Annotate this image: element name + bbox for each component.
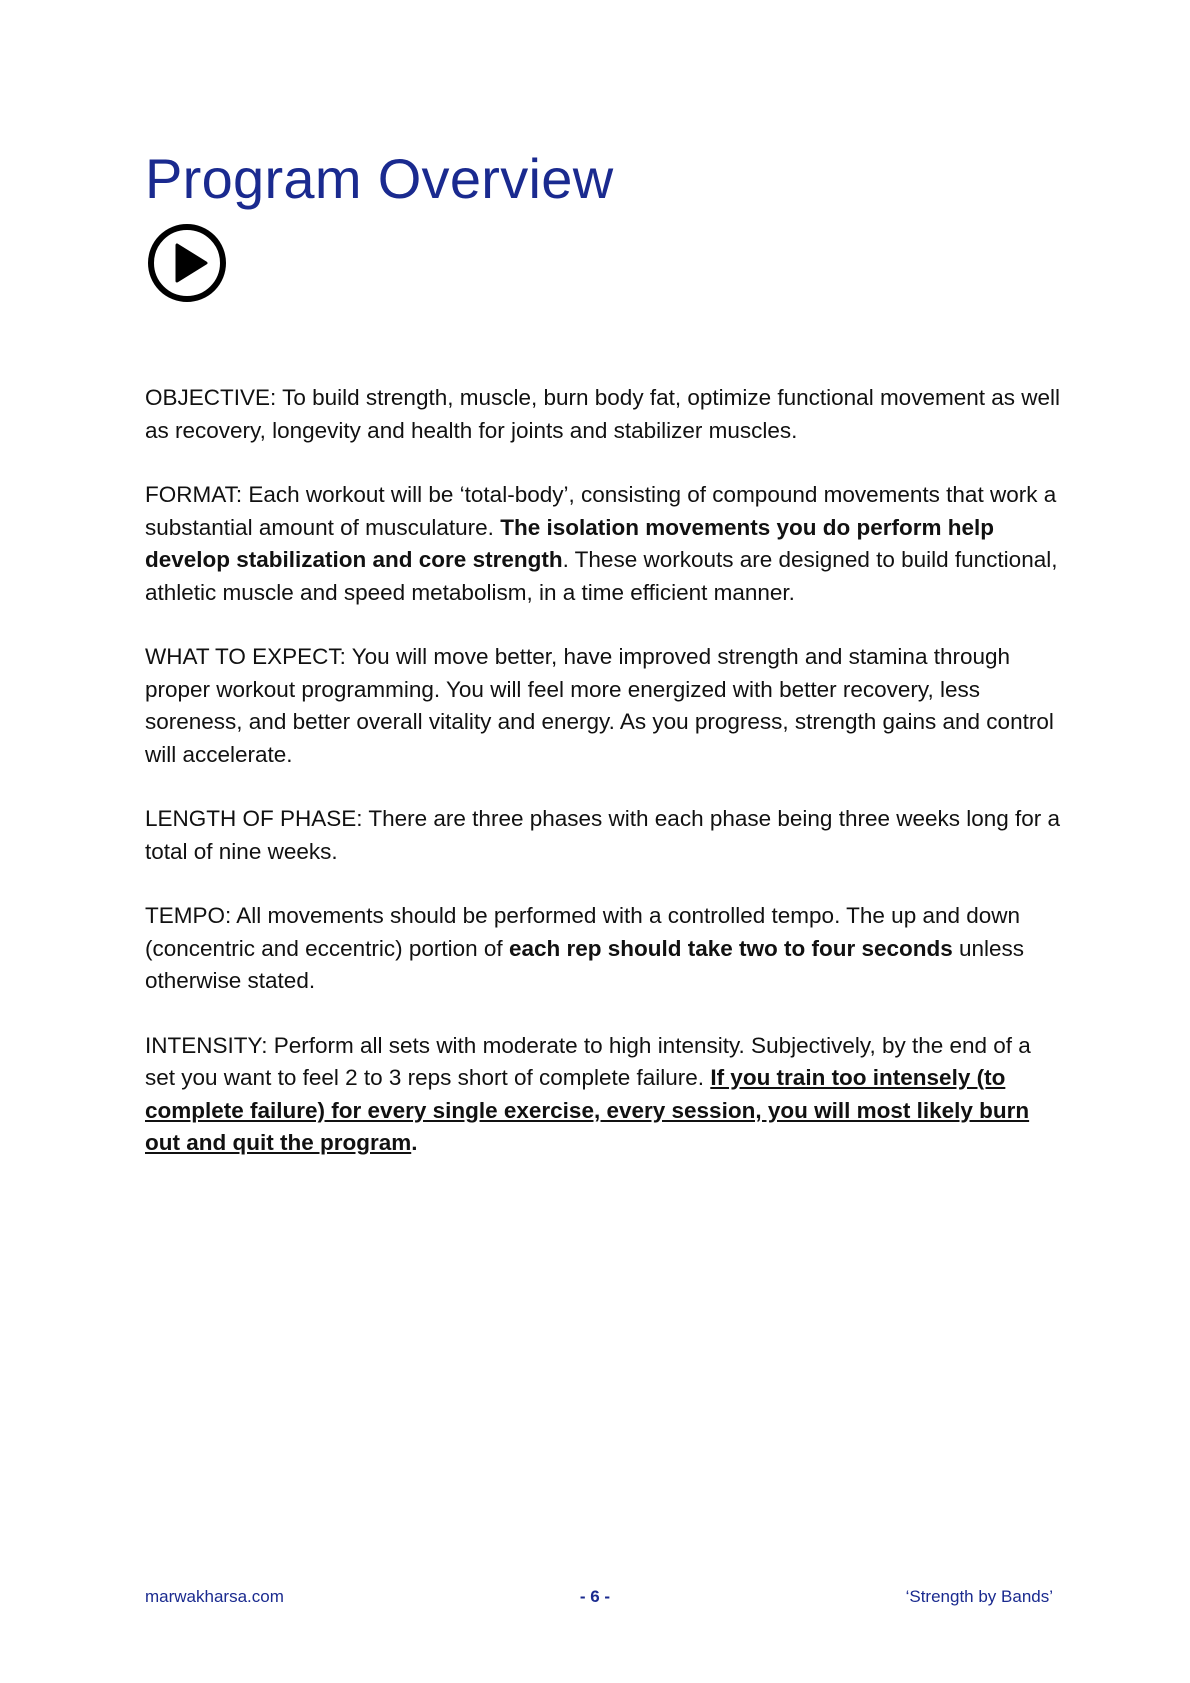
page-title: Program Overview <box>145 147 614 210</box>
tempo-text: TEMPO: All movements should be performed with a controlled tempo. The up and down (concentric and eccentric) portion of <box>145 903 1021 961</box>
footer-page-number: - 6 - <box>579 1587 611 1606</box>
overview-content <box>145 382 1065 1192</box>
footer-website: marwakharsa.com <box>145 1587 284 1606</box>
intensity-warning-period: . <box>411 1130 418 1155</box>
intensity-warning: If you train too intensely (to complete failure) for every single exercise, every session, you will most likely burn out and quit the program <box>145 1065 1030 1155</box>
intensity-paragraph <box>145 1030 1065 1160</box>
format-emphasis: The isolation movements you do perform help develop stabilization and core strength <box>145 514 995 572</box>
format-paragraph <box>145 479 1065 609</box>
length-of-phase-text: LENGTH OF PHASE: There are three phases with each phase being three weeks long for a total of nine weeks. <box>145 806 1061 864</box>
length-of-phase-paragraph <box>145 803 1065 868</box>
tempo-paragraph <box>145 900 1065 998</box>
tempo-text-continued: unless otherwise stated. <box>145 935 1025 993</box>
footer-book-title: ‘Strength by Bands’ <box>905 1587 1053 1606</box>
objective-text: OBJECTIVE: To build strength, muscle, burn body fat, optimize functional movement as well as recovery, longevity and health for joints and stabilizer muscles. <box>145 385 1061 443</box>
tempo-emphasis: each rep should take two to four seconds <box>508 935 953 961</box>
format-text-continued: . These workouts are designed to build functional, athletic muscle and speed metabolism, in a time efficient manner. <box>145 547 1058 605</box>
what-to-expect-paragraph <box>145 641 1065 771</box>
objective-paragraph <box>145 382 1065 447</box>
format-text: FORMAT: Each workout will be ‘total-body’, consisting of compound movements that work a substantial amount of musculature. <box>145 482 1057 540</box>
what-to-expect-text: WHAT TO EXPECT: You will move better, have improved strength and stamina through proper workout programming. You will feel more energized with better recovery, less soreness, and better overall vitality and energy. As you progress, strength gains and control will accelerate. <box>145 644 1054 767</box>
play-circle-icon[interactable] <box>146 222 228 304</box>
intensity-text: INTENSITY: Perform all sets with moderate to high intensity. Subjectively, by the end of a set you want to feel 2 to 3 reps short of complete failure. <box>145 1032 1031 1090</box>
